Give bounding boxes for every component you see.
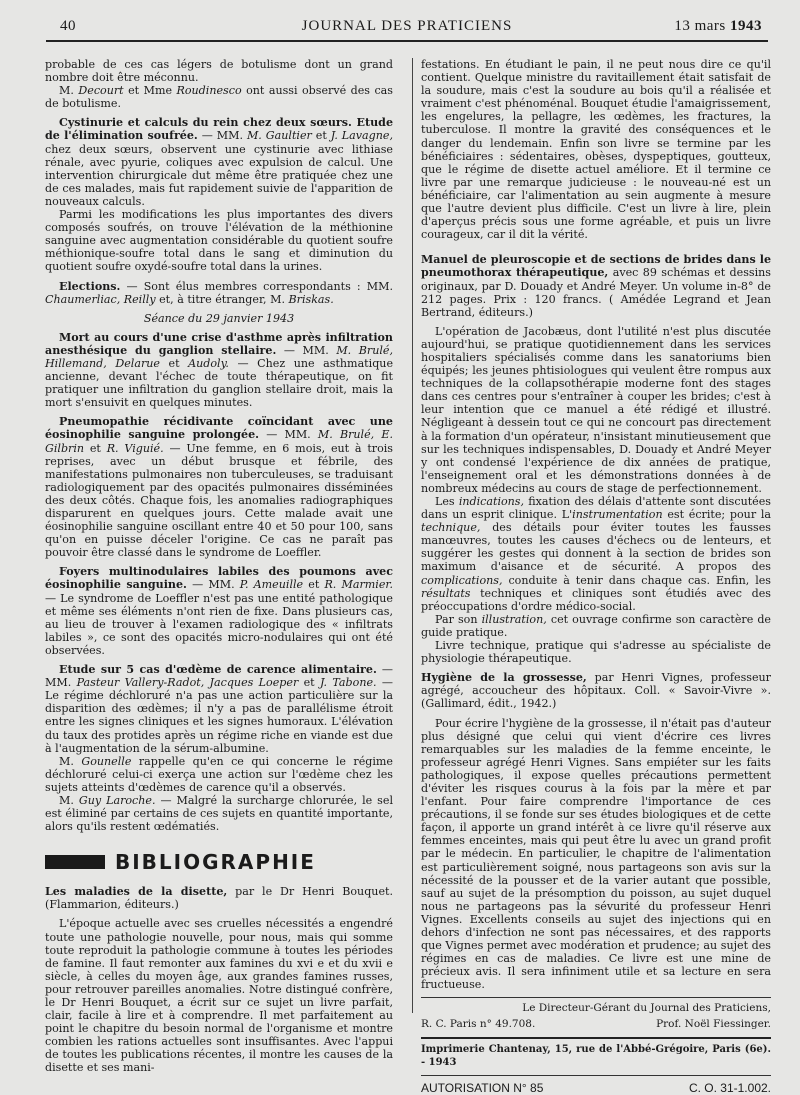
authorisation-line: AUTORISATION N° 85 C. O. 31-1.002. [421, 1080, 771, 1095]
paragraph: Parmi les modifications les plus importantes des divers composés soufrés, on trouve l'élévation de la méthionine sanguine avec augmentation considérable du quotient soufre méthionique-soufre total dans le sang et diminution du quotient soufre oxydé-soufre total dans la urines. [45, 208, 393, 274]
bibliographie-heading: BIBLIOGRAPHIE [115, 849, 316, 874]
paragraph: festations. En étudiant le pain, il ne peut nous dire ce qu'il contient. Quelque ministre du ravitaillement était satisfait de la soudure, mais c'est la soudure au bois qu'il a réalisée et vraiment c'est phénoménal. Bouquet étudie l'amaigrissement, les engelures, la pellagre, les œdèmes, les fractures, la tuberculose. Il montre la gravité des conséquences et le danger du lendemain. Enfin son livre se termine par les bénéficiaires : sédentaires, obèses, dyspeptiques, goutteux, que le régime de disette actuel améliore. Et il termine ce livre par une remarque judicieuse : le nouveau-né est un bénéficiaire, car l'alimentation au sein augmente à mesure que l'autre devient plus difficile. C'est un livre à lire, plein d'aperçus précis sous une forme agréable, et puis un livre courageux, car il dit la vérité. [421, 58, 771, 242]
elections-entry: Elections. — Sont élus membres correspondants : MM. Chaumerliac, Reilly et, à titre étranger, M. Briskas. [45, 279, 393, 306]
paragraph: L'époque actuelle avec ses cruelles nécessités a engendré toute une pathologie nouvelle, pour nous, mais qui somme toute reproduit la pathologie commune à toutes les périodes de famine. Il faut remonter aux famines du xvi e et du xvii e siècle, à celles du moyen âge, aux grandes famines russes, pour retrouver pareilles anomalies. Notre distingué confrère, le Dr Henri Bouquet, a écrit sur ce sujet un livre parfait, clair, facile à lire et à comprendre. Il met parfaitement au point le chapitre du besoin normal de l'organisme et montre combien les rations actuelles sont insuffisantes. Avec l'appui de toutes les publications récentes, il montre les causes de la disette et ses mani- [45, 917, 393, 1075]
printer-line: Imprimerie Chantenay, 15, rue de l'Abbé-Grégoire, Paris (6e). - 1943 [421, 1043, 771, 1068]
paragraph: L'opération de Jacobæus, dont l'utilité n'est plus discutée aujourd'hui, se pratique quotidiennement dans les services hospitaliers spécialisés comme dans les sanatoriums bien équipés; les jeunes phtisiologues qui veulent être rompus aux techniques de la collapsothérapie moderne font des stages dans ces centres pour s'entraîner à couper les brides; c'est à leur intention que ce manuel a été rédigé et illustré. Négligeant à dessein tout ce qui ne concourt pas directement à la formation d'un opérateur, n'insistant minutieusement que sur les techniques indispensables, D. Douady et André Meyer y ont condensé l'expérience de dix années de pratique, l'enseignement oral et les démonstrations données à de nombreux médecins au cours de stage de perfectionnement. [421, 324, 771, 495]
paragraph: Livre technique, pratique qui s'adresse au spécialiste de physiologie thérapeutique. [421, 639, 771, 666]
paragraph: Par son illustration, cet ouvrage confirme son caractère de guide pratique. [421, 612, 772, 639]
paragraph: M. Decourt et Mme Roudinesco ont aussi observé des cas de botulisme. [45, 84, 393, 111]
paragraph: Pour écrire l'hygiène de la grossesse, il n'était pas d'auteur plus désigné que celui qui vient d'écrire ces livres remarquables sur les maladies de la femme enceinte, le professeur agrégé Henri Vignes. Sans empiéter sur les faits pathologiques, il expose quelles précautions permettent d'éviter les risques courus à la fois par la mère et par l'enfant. Pour faire comprendre l'importance de ces précautions, il se fonde sur ses études biologiques et de cette façon, il apporte un grand intérêt à ce livre qu'il réserve aux femmes enceintes, mais qui peut être lu avec un grand profit par le médecin. En particulier, le chapitre de l'alimentation est particulièrement soigné, nous partageons son avis sur la nécessité de la pousser et de la varier autant que possible, sauf au sujet de la présomption du poisson, au sujet duquel nous ne partageons pas la sévurité du professeur Henri Vignes. Excellents conseils au sujet des injections qui en dehors d'infection ne sont pas nécessaires, et des rapports que Vignes permet avec modération et prudence; au sujet des régimes en cas de maladies. Ce livre est une mine de précieux avis. Il sera infiniment utile et sa lecture en sera fructueuse. [421, 716, 771, 992]
page-number: 40 [60, 18, 76, 34]
left-column [45, 58, 393, 1075]
bibliographie-banner [45, 849, 393, 874]
oedeme-entry: Etude sur 5 cas d'œdème de carence alimentaire. — MM. Pasteur Vallery-Radot, Jacques Loeper et J. Tabone. — Le régime déchloruré n'a pas une action particulière sur la disparition des œdèmes; il n'y a pas de parallélisme étroit entre les signes cliniques et les signes humoraux. L'élévation du taux des protides après un régime riche en viande est due à l'augmentation de la sérum-albumine. [45, 663, 393, 755]
journal-title: JOURNAL DES PRATICIENS [301, 18, 513, 34]
hygiene-entry: Hygiène de la grossesse, par Henri Vignes, professeur agrégé, accoucheur des hôpitaux. Coll. « Savoir-Vivre ». (Gallimard, édit., 1942.) [421, 671, 771, 711]
banner-bar [45, 855, 105, 869]
issue-date: 13 mars 1943 [674, 18, 762, 34]
disette-entry: Les maladies de la disette, par le Dr Henri Bouquet. (Flammarion, éditeurs.) [45, 885, 393, 912]
foyers-entry: Foyers multinodulaires labiles des poumons avec éosinophilie sanguine. — MM. P. Ameuille et R. Marmier. — Le syndrome de Loeffler n'est pas une entité pathologique et même ses éléments n'ont rien de fixe. Dans plusieurs cas, au lieu de trouver à l'examen radiologique des « infiltrats labiles », ce sont des opacités micro-nodulaires qui ont été observées. [45, 565, 394, 657]
paragraph: probable de ces cas légers de botulisme dont un grand nombre doit être méconnu. [45, 58, 393, 85]
paragraph: M. Guy Laroche. — Malgré la surcharge chlorurée, le sel est éliminé par certains de ces sujets en quantité importante, alors qu'ils restent œdématiés. [45, 793, 393, 834]
pneumopathie-entry: Pneumopathie récidivante coïncidant avec une éosinophilie sanguine prolongée. — MM. M. Brulé, E. Gilbrin et R. Viguié. — Une femme, en 6 mois, eut à trois reprises, avec un début brusque et fébrile, des manifestations pulmonaires non tuberculeuses, se traduisant radiologiquement par des opacités pulmonaires disséminées des deux côtés. Chaque fois, les anomalies radiographiques disparurent en quelques jours. Cette malade avait une éosinophilie sanguine oscillant entre 40 et 50 pour 100, sans qu'on en puisse déceler l'origine. Ce cas ne paraît pas pouvoir être classé dans le syndrome de Loeffler. [45, 415, 394, 560]
manuel-entry: Manuel de pleuroscopie et de sections de brides dans le pneumothorax thérapeutique, avec 89 schémas et dessins originaux, par D. Douady et André Meyer. Un volume in-8° de 212 pages. Prix : 120 francs. ( Amédée Legrand et Jean Bertrand, éditeurs.) [421, 253, 771, 319]
cystinurie-entry: Cystinurie et calculs du rein chez deux sœurs. Etude de l'élimination soufrée. — MM. M. Gaultier et J. Lavagne, chez deux sœurs, observent une cystinurie avec lithiase rénale, avec pyurie, coliques avec expulsion de calcul. Une intervention chirurgicale dut même être pratiquée chez une de ces malades, mais fut rapidement suivie de l'apparition de nouveaux calculs. [45, 116, 393, 208]
column-divider [412, 58, 413, 1013]
signature-line: Le Directeur-Gérant du Journal des Praticiens, [522, 1002, 771, 1015]
paragraph: Les indications, fixation des délais d'attente sont discutées dans un esprit clinique. L'instrumentation est écrite; pour la technique, des détails pour éviter toutes les fausses manœuvres, toutes les causes d'échecs ou de lenteurs, et suggérer les gestes qui donnent à la section de brides son maximum d'aisance et de sécurité. A propos des complications, conduite à tenir dans chaque cas. Enfin, les résultats techniques et cliniques sont étudiés avec des préoccupations d'ordre médico-social. [421, 495, 772, 613]
footer-rule [421, 1075, 771, 1076]
asthme-entry: Mort au cours d'une crise d'asthme après infiltration anesthésique du ganglion stellaire. — MM. M. Brulé, Hillemand, Delarue et Audoly. — Chez une asthmatique ancienne, devant l'échec de toute thérapeutique, on fit pratiquer une infiltration du ganglion stellaire droit, mais la mort s'ensuivit en quelques minutes. [45, 330, 394, 410]
seance-heading: Séance du 29 janvier 1943 [143, 311, 295, 325]
header-rule [46, 40, 768, 42]
footer-rule [421, 1037, 771, 1039]
footer-rule [421, 997, 771, 998]
page-header [46, 14, 768, 40]
registration-line: R. C. Paris n° 49.708. Prof. Noël Fiessinger. [421, 1017, 771, 1030]
paragraph: M. Gounelle rappelle qu'en ce qui concerne le régime déchloruré celui-ci exerça une action sur l'œdème chez les sujets atteints d'œdèmes de carence qu'il a observés. [45, 754, 394, 794]
right-column [421, 58, 771, 1095]
